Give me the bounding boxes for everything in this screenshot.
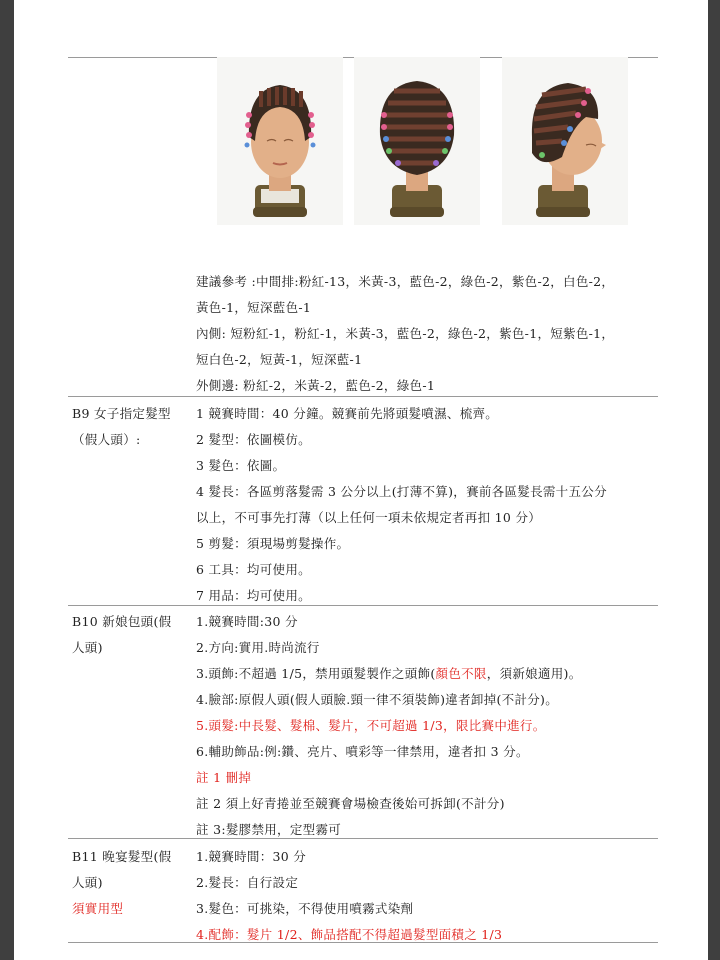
b11-item: 2.髮長：自行設定 (196, 875, 299, 890)
b9-item: 5 剪髮：須現場剪髮操作。 (196, 536, 350, 551)
b11-label-line-2: 人頭) (72, 875, 103, 890)
b9-label-line-2: （假人頭）: (72, 432, 141, 447)
b10-item-face: 4.臉部:原假人頭(假人頭臉.頸一律不須裝飾)違者卸掉(不計分)。 (196, 692, 559, 707)
b9-item: 1 競賽時間：40 分鐘。競賽前先將頭髮噴濕、梳齊。 (196, 406, 499, 421)
b10-label-line-1: B10 新娘包頭(假 (72, 614, 172, 629)
b10-item-direction: 2.方向:實用.時尚流行 (196, 640, 320, 655)
b10-label-line-2: 人頭) (72, 640, 103, 655)
mannequin-front-photo (217, 57, 343, 225)
reference-line-5: 外側邊: 粉紅-2，米黃-2，藍色-2，綠色-1 (196, 378, 436, 393)
b9-item: 7 用品：均可使用。 (196, 588, 311, 603)
table-bottom-rule (68, 942, 658, 943)
b9-label-line-1: B9 女子指定髮型 (72, 406, 171, 421)
row-divider-b10 (68, 605, 658, 606)
b10-item-headpiece (196, 664, 582, 682)
reference-line-3: 內側: 短粉紅-1，粉紅-1，米黃-3，藍色-2，綠色-2，紫色-1，短紫色-1， (196, 326, 615, 341)
b11-item-accessories: 4.配飾：髮片 1/2、飾品搭配不得超過髮型面積之 1/3 (196, 927, 503, 942)
mannequin-back-photo (354, 57, 480, 225)
b11-label-practical: 須實用型 (72, 901, 124, 916)
b10-item-time: 1.競賽時間:30 分 (196, 614, 298, 629)
reference-line-1: 建議參考 :中間排:粉紅-13，米黃-3，藍色-2，綠色-2，紫色-2，白色-2， (196, 274, 615, 289)
b10-note-1: 註 1 刪掉 (196, 770, 252, 785)
b11-item: 3.髮色：可挑染，不得使用噴霧式染劑 (196, 901, 414, 916)
b10-item-accessories: 6.輔助飾品:例:鑽、亮片、噴彩等一律禁用，違者扣 3 分。 (196, 744, 529, 759)
reference-line-2: 黃色-1，短深藍色-1 (196, 300, 312, 315)
b10-item-hair: 5.頭髮:中長髮、髮棉、髮片，不可超過 1/3，限比賽中進行。 (196, 718, 546, 733)
b10-note-3: 註 3:髮膠禁用，定型霧可 (196, 822, 342, 837)
b10-note-2: 註 2 須上好青捲並至競賽會場檢查後始可拆卸(不計分) (196, 796, 505, 811)
b9-item: 4 髮長：各區剪落髮需 3 公分以上(打薄不算)，賽前各區髮長需十五公分 (196, 484, 607, 499)
mannequin-side-photo (502, 57, 628, 225)
document-page (14, 0, 708, 960)
b9-item: 6 工具：均可使用。 (196, 562, 311, 577)
b9-item: 3 髮色：依圖。 (196, 458, 286, 473)
b10-headpiece-text: 3.頭飾:不超過 1/5，禁用頭髮製作之頭飾( (196, 666, 436, 681)
b11-item: 1.競賽時間：30 分 (196, 849, 307, 864)
row-divider-b9 (68, 396, 658, 397)
b10-headpiece-text-end: ，須新娘適用)。 (486, 666, 582, 681)
b10-headpiece-color-note: 顏色不限 (435, 666, 487, 681)
b9-item: 以上，不可事先打薄（以上任何一項未依規定者再扣 10 分） (196, 510, 542, 525)
row-divider-b11 (68, 838, 658, 839)
b9-item: 2 髮型：依圖模仿。 (196, 432, 311, 447)
reference-line-4: 短白色-2，短黃-1，短深藍-1 (196, 352, 363, 367)
b11-label-line-1: B11 晚宴髮型(假 (72, 849, 172, 864)
